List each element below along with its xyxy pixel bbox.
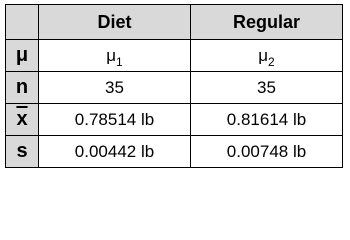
cell-diet-xbar: 0.78514 lb	[39, 104, 191, 136]
column-header-regular: Regular	[191, 5, 343, 40]
row-sample-size	[6, 72, 343, 104]
mu-symbol-regular: μ	[258, 45, 269, 65]
cell-regular-xbar: 0.81614 lb	[191, 104, 343, 136]
row-label-s: s	[6, 136, 39, 168]
cell-regular-n: 35	[191, 72, 343, 104]
column-header-diet: Diet	[39, 5, 191, 40]
row-label-xbar	[6, 104, 39, 136]
cell-diet-n: 35	[39, 72, 191, 104]
mu-subscript-regular: 2	[268, 54, 275, 69]
row-label-n: n	[6, 72, 39, 104]
mu-symbol-diet: μ	[106, 45, 117, 65]
mu-subscript-diet: 1	[116, 54, 123, 69]
row-sample-mean	[6, 104, 343, 136]
cell-diet-s: 0.00442 lb	[39, 136, 191, 168]
row-mean-parameter	[6, 40, 343, 72]
table-header-row	[6, 5, 343, 40]
statistics-table	[5, 4, 343, 168]
cell-regular-s: 0.00748 lb	[191, 136, 343, 168]
corner-cell	[6, 5, 39, 40]
cell-regular-mu	[191, 40, 343, 72]
cell-diet-mu	[39, 40, 191, 72]
xbar-symbol: $\overline{x}$	[16, 108, 28, 130]
row-label-mu: μ	[6, 40, 39, 72]
row-standard-deviation	[6, 136, 343, 168]
